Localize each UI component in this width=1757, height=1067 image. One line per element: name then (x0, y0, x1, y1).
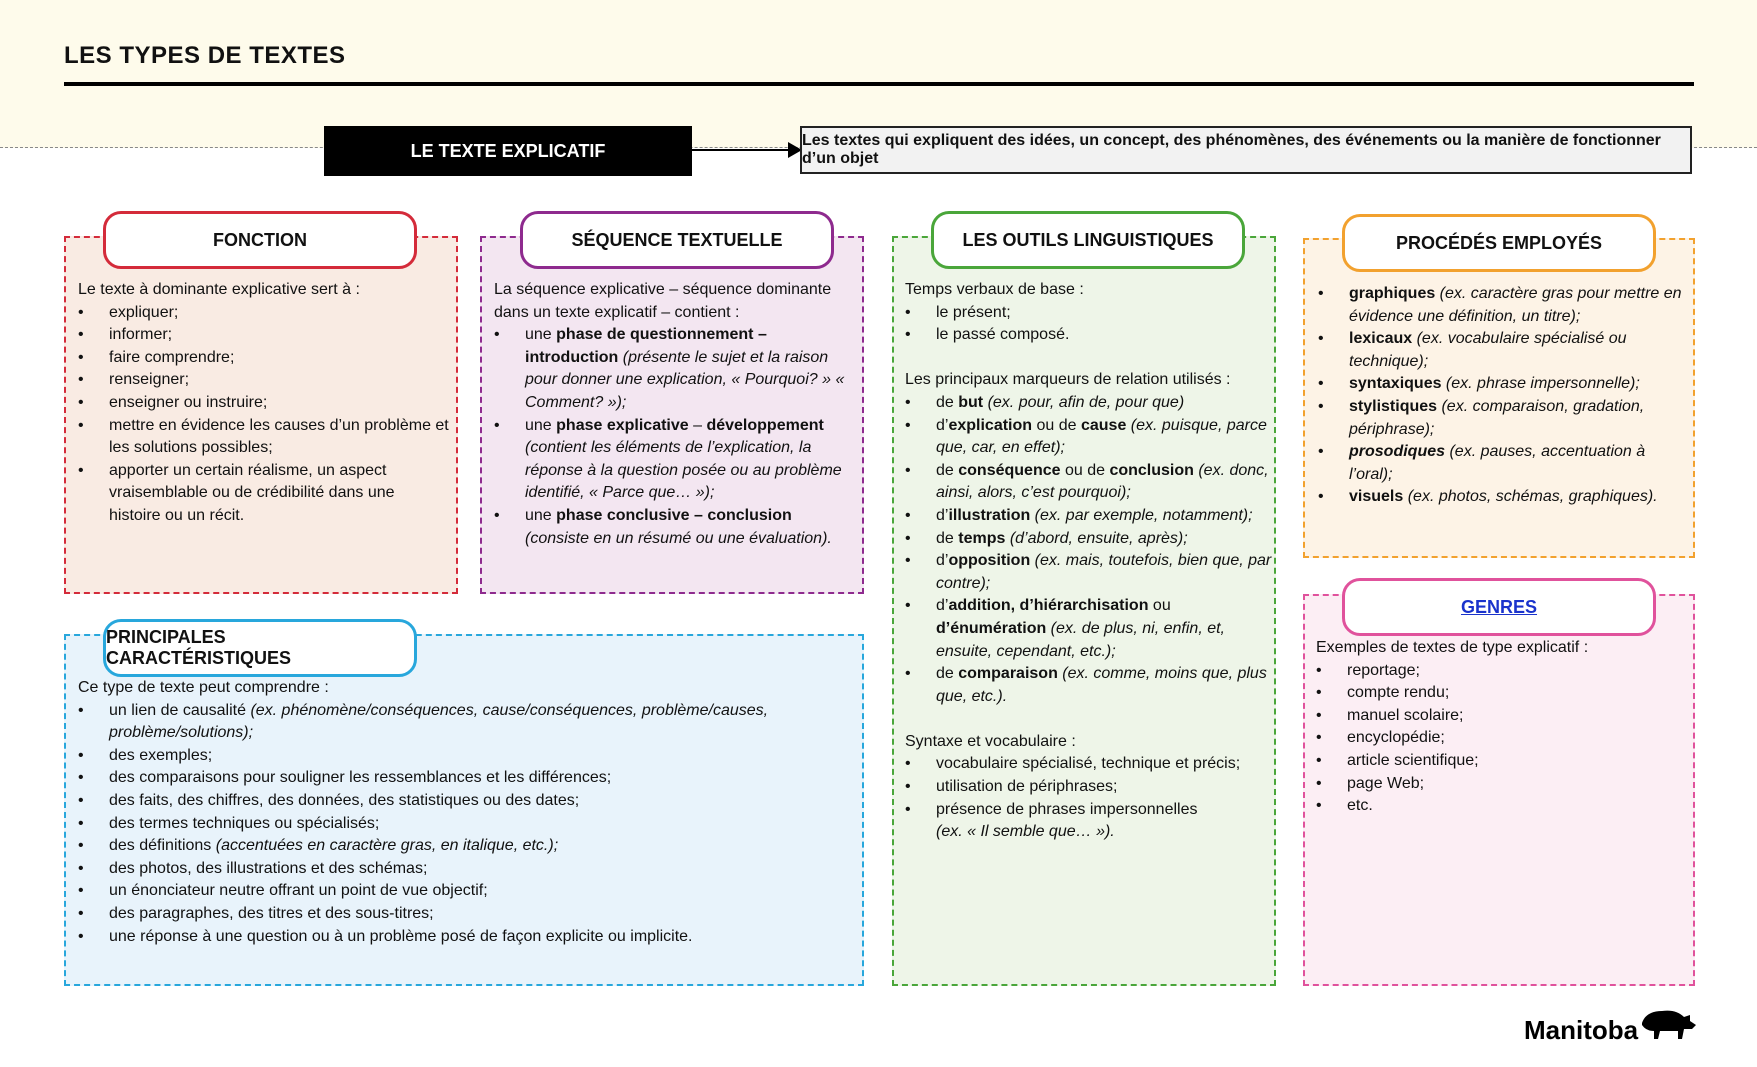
list-item: • le passé composé. (936, 324, 1273, 347)
genres-body (1316, 637, 1688, 818)
genres-title (1342, 578, 1656, 636)
caracteristiques-title: PRINCIPALES CARACTÉRISTIQUES (103, 619, 417, 677)
genres-link[interactable]: GENRES (1460, 596, 1538, 617)
list-item: • de temps (d’abord, ensuite, après); (936, 528, 1273, 551)
list-item: • un énonciateur neutre offrant un point de vue objectif; (109, 880, 858, 903)
list-item: • etc. (1347, 795, 1688, 818)
procedes-title: PROCÉDÉS EMPLOYÉS (1342, 214, 1656, 272)
outils-body (905, 279, 1273, 844)
list-item: • mettre en évidence les causes d’un problème et les solutions possibles; (109, 415, 450, 460)
list-item: • reportage; (1347, 660, 1688, 683)
list-item: • des photos, des illustrations et des schémas; (109, 858, 858, 881)
marqueurs-intro: Les principaux marqueurs de relation utilisés : (905, 371, 1231, 389)
list-item: • page Web; (1347, 773, 1688, 796)
list-item: • article scientifique; (1347, 750, 1688, 773)
fonction-intro: Le texte à dominante explicative sert à : (78, 281, 360, 298)
sequence-title: SÉQUENCE TEXTUELLE (520, 211, 834, 269)
temps-list (905, 302, 1273, 347)
list-item: • graphiques (ex. caractère gras pour mettre en évidence une définition, un titre); (1349, 283, 1688, 328)
list-item: • d’opposition (ex. mais, toutefois, bien que, par contre); (936, 550, 1273, 595)
fonction-body (78, 279, 450, 528)
list-item: • un lien de causalité (ex. phénomène/conséquences, cause/conséquences, problème/causes, problème/solutions); (109, 700, 858, 745)
list-item: • faire comprendre; (109, 347, 450, 370)
list-item: • des paragraphes, des titres et des sous-titres; (109, 903, 858, 926)
procedes-body (1318, 283, 1688, 509)
sequence-intro: La séquence explicative – séquence dominante dans un texte explicatif – contient : (494, 281, 832, 321)
list-item: • enseigner ou instruire; (109, 392, 450, 415)
syntaxe-intro: Syntaxe et vocabulaire : (905, 732, 1076, 750)
list-item: • des définitions (accentuées en caractère gras, en italique, etc.); (109, 835, 858, 858)
list-item: • encyclopédie; (1347, 727, 1688, 750)
list-item: • manuel scolaire; (1347, 705, 1688, 728)
list-item: • stylistiques (ex. comparaison, gradation, périphrase); (1349, 396, 1688, 441)
list-item: • prosodiques (ex. pauses, accentuation à l’oral); (1349, 441, 1688, 486)
list-item: • syntaxiques (ex. phrase impersonnelle); (1349, 373, 1688, 396)
page-title: LES TYPES DE TEXTES (64, 42, 346, 69)
outils-title: LES OUTILS LINGUISTIQUES (931, 211, 1245, 269)
list-item: • le présent; (936, 302, 1273, 325)
procedes-list (1318, 283, 1688, 509)
list-item: • d’addition, d’hiérarchisation ou d’énumération (ex. de plus, ni, enfin, et, ensuite, cependant, etc.); (936, 595, 1273, 663)
definition-box: Les textes qui expliquent des idées, un concept, des phénomènes, des événements ou la manière de fonctionner d’un objet (800, 126, 1692, 174)
list-item: • renseigner; (109, 369, 450, 392)
list-item: • une phase de questionnement – introduction (présente le sujet et la raison pour donner une explication, « Pourquoi? » « Comment? »); (525, 324, 856, 414)
list-item: • vocabulaire spécialisé, technique et précis; (936, 753, 1273, 776)
text-type-label: LE TEXTE EXPLICATIF (324, 126, 692, 176)
list-item: • des exemples; (109, 745, 858, 768)
list-item: • une phase conclusive – conclusion (consiste en un résumé ou une évaluation). (525, 505, 856, 550)
list-item: • des comparaisons pour souligner les ressemblances et les différences; (109, 767, 858, 790)
list-item: • utilisation de périphrases; (936, 776, 1273, 799)
list-item: • lexicaux (ex. vocabulaire spécialisé ou technique); (1349, 328, 1688, 373)
fonction-title: FONCTION (103, 211, 417, 269)
bison-icon (1642, 1011, 1696, 1039)
genres-list (1316, 660, 1688, 818)
manitoba-logo (1524, 1003, 1700, 1047)
list-item: • compte rendu; (1347, 682, 1688, 705)
list-item: • de conséquence ou de conclusion (ex. donc, ainsi, alors, c’est pourquoi); (936, 460, 1273, 505)
list-item: • une phase explicative – développement (contient les éléments de l’explication, la réponse à la question posée ou au problème identifié, « Parce que… »); (525, 415, 856, 505)
list-item: • présence de phrases impersonnelles (ex. « Il semble que… »). (936, 799, 1273, 844)
list-item: • visuels (ex. photos, schémas, graphiques). (1349, 486, 1688, 509)
list-item: • des faits, des chiffres, des données, des statistiques ou des dates; (109, 790, 858, 813)
list-item: • de but (ex. pour, afin de, pour que) (936, 392, 1273, 415)
list-item: • une réponse à une question ou à un problème posé de façon explicite ou implicite. (109, 926, 858, 949)
list-item: • apporter un certain réalisme, un aspect vraisemblable ou de crédibilité dans une histoire ou un récit. (109, 460, 450, 528)
sequence-list (494, 324, 856, 550)
list-item: • informer; (109, 324, 450, 347)
genres-intro: Exemples de textes de type explicatif : (1316, 639, 1589, 656)
caracteristiques-intro: Ce type de texte peut comprendre : (78, 679, 329, 696)
list-item: • des termes techniques ou spécialisés; (109, 813, 858, 836)
fonction-list (78, 302, 450, 528)
list-item: • de comparaison (ex. comme, moins que, plus que, etc.). (936, 663, 1273, 708)
list-item: • expliquer; (109, 302, 450, 325)
list-item: • d’explication ou de cause (ex. puisque, parce que, car, en effet); (936, 415, 1273, 460)
caracteristiques-list (78, 700, 858, 949)
caracteristiques-body (78, 677, 858, 948)
logo-text: Manitoba (1524, 1015, 1639, 1045)
title-rule (64, 82, 1694, 86)
marqueurs-list (905, 392, 1273, 708)
temps-intro: Temps verbaux de base : (905, 281, 1084, 298)
arrow-line (692, 149, 792, 151)
syntaxe-list (905, 753, 1273, 843)
sequence-body (494, 279, 856, 550)
list-item: • d’illustration (ex. par exemple, notamment); (936, 505, 1273, 528)
